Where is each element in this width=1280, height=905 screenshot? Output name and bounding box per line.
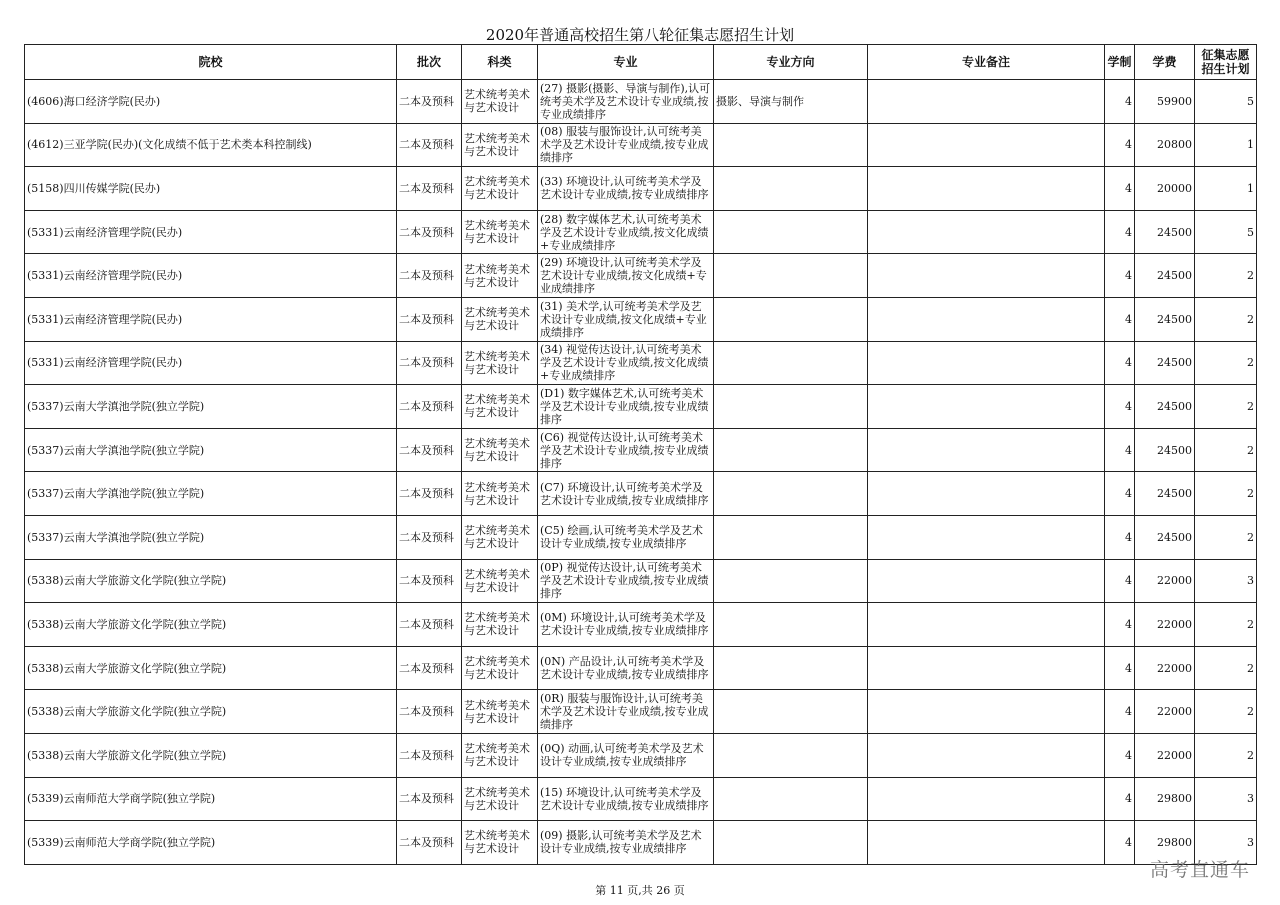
cell-direction	[714, 515, 868, 559]
cell-years: 4	[1105, 254, 1135, 298]
cell-years: 4	[1105, 821, 1135, 865]
cell-plan: 2	[1195, 297, 1257, 341]
cell-school: (5337)云南大学滇池学院(独立学院)	[25, 515, 397, 559]
cell-plan: 5	[1195, 210, 1257, 254]
cell-fee: 22000	[1135, 559, 1195, 603]
cell-school: (4606)海口经济学院(民办)	[25, 80, 397, 124]
cell-fee: 24500	[1135, 210, 1195, 254]
cell-school: (5331)云南经济管理学院(民办)	[25, 210, 397, 254]
cell-category: 艺术统考美术与艺术设计	[462, 559, 538, 603]
cell-category: 艺术统考美术与艺术设计	[462, 341, 538, 385]
cell-major: (34) 视觉传达设计,认可统考美术学及艺术设计专业成绩,按文化成绩+专业成绩排序	[538, 341, 714, 385]
header-batch: 批次	[397, 45, 462, 80]
cell-category: 艺术统考美术与艺术设计	[462, 472, 538, 516]
cell-plan: 3	[1195, 821, 1257, 865]
cell-major: (0P) 视觉传达设计,认可统考美术学及艺术设计专业成绩,按专业成绩排序	[538, 559, 714, 603]
table-row	[25, 341, 1257, 385]
cell-fee: 24500	[1135, 515, 1195, 559]
table-row	[25, 733, 1257, 777]
cell-years: 4	[1105, 515, 1135, 559]
cell-category: 艺术统考美术与艺术设计	[462, 646, 538, 690]
cell-fee: 24500	[1135, 428, 1195, 472]
cell-school: (5339)云南师范大学商学院(独立学院)	[25, 821, 397, 865]
header-fee: 学费	[1135, 45, 1195, 80]
cell-category: 艺术统考美术与艺术设计	[462, 428, 538, 472]
cell-category: 艺术统考美术与艺术设计	[462, 603, 538, 647]
page-footer: 第 11 页,共 26 页	[595, 884, 685, 897]
cell-remark	[868, 80, 1105, 124]
header-major: 专业	[538, 45, 714, 80]
cell-years: 4	[1105, 167, 1135, 211]
cell-remark	[868, 559, 1105, 603]
cell-plan: 3	[1195, 777, 1257, 821]
cell-remark	[868, 167, 1105, 211]
cell-plan: 2	[1195, 733, 1257, 777]
cell-batch: 二本及预科	[397, 167, 462, 211]
header-row	[25, 45, 1257, 80]
cell-school: (5339)云南师范大学商学院(独立学院)	[25, 777, 397, 821]
cell-category: 艺术统考美术与艺术设计	[462, 80, 538, 124]
cell-remark	[868, 341, 1105, 385]
cell-fee: 29800	[1135, 821, 1195, 865]
cell-fee: 22000	[1135, 733, 1195, 777]
cell-direction	[714, 472, 868, 516]
cell-school: (5338)云南大学旅游文化学院(独立学院)	[25, 646, 397, 690]
cell-major: (C7) 环境设计,认可统考美术学及艺术设计专业成绩,按专业成绩排序	[538, 472, 714, 516]
cell-years: 4	[1105, 472, 1135, 516]
table-row	[25, 297, 1257, 341]
cell-fee: 22000	[1135, 690, 1195, 734]
cell-fee: 20800	[1135, 123, 1195, 167]
cell-remark	[868, 254, 1105, 298]
cell-school: (5338)云南大学旅游文化学院(独立学院)	[25, 559, 397, 603]
cell-batch: 二本及预科	[397, 210, 462, 254]
cell-fee: 24500	[1135, 472, 1195, 516]
cell-batch: 二本及预科	[397, 690, 462, 734]
header-direction: 专业方向	[714, 45, 868, 80]
cell-years: 4	[1105, 297, 1135, 341]
cell-plan: 2	[1195, 646, 1257, 690]
table-row	[25, 210, 1257, 254]
table-row	[25, 385, 1257, 429]
cell-remark	[868, 515, 1105, 559]
cell-remark	[868, 428, 1105, 472]
cell-direction	[714, 254, 868, 298]
cell-years: 4	[1105, 123, 1135, 167]
table-row	[25, 80, 1257, 124]
cell-plan: 2	[1195, 603, 1257, 647]
cell-major: (27) 摄影(摄影、导演与制作),认可统考美术学及艺术设计专业成绩,按专业成绩排序	[538, 80, 714, 124]
cell-remark	[868, 472, 1105, 516]
cell-plan: 2	[1195, 472, 1257, 516]
table-body	[25, 80, 1257, 865]
cell-category: 艺术统考美术与艺术设计	[462, 123, 538, 167]
cell-direction	[714, 210, 868, 254]
cell-school: (5337)云南大学滇池学院(独立学院)	[25, 385, 397, 429]
cell-major: (31) 美术学,认可统考美术学及艺术设计专业成绩,按文化成绩+专业成绩排序	[538, 297, 714, 341]
cell-remark	[868, 297, 1105, 341]
cell-school: (5338)云南大学旅游文化学院(独立学院)	[25, 733, 397, 777]
table-header	[25, 45, 1257, 80]
cell-direction	[714, 385, 868, 429]
cell-batch: 二本及预科	[397, 428, 462, 472]
cell-category: 艺术统考美术与艺术设计	[462, 515, 538, 559]
cell-batch: 二本及预科	[397, 603, 462, 647]
cell-school: (5331)云南经济管理学院(民办)	[25, 341, 397, 385]
cell-years: 4	[1105, 210, 1135, 254]
cell-category: 艺术统考美术与艺术设计	[462, 821, 538, 865]
cell-remark	[868, 821, 1105, 865]
cell-years: 4	[1105, 559, 1135, 603]
header-plan	[1195, 45, 1257, 80]
table-row	[25, 123, 1257, 167]
cell-direction	[714, 297, 868, 341]
cell-batch: 二本及预科	[397, 472, 462, 516]
cell-batch: 二本及预科	[397, 646, 462, 690]
cell-category: 艺术统考美术与艺术设计	[462, 167, 538, 211]
cell-batch: 二本及预科	[397, 515, 462, 559]
cell-major: (0M) 环境设计,认可统考美术学及艺术设计专业成绩,按专业成绩排序	[538, 603, 714, 647]
cell-years: 4	[1105, 80, 1135, 124]
cell-category: 艺术统考美术与艺术设计	[462, 297, 538, 341]
cell-batch: 二本及预科	[397, 80, 462, 124]
cell-batch: 二本及预科	[397, 733, 462, 777]
cell-school: (5337)云南大学滇池学院(独立学院)	[25, 472, 397, 516]
cell-plan: 2	[1195, 341, 1257, 385]
cell-major: (D1) 数字媒体艺术,认可统考美术学及艺术设计专业成绩,按专业成绩排序	[538, 385, 714, 429]
table-row	[25, 559, 1257, 603]
watermark: 高考直通车	[1149, 859, 1250, 881]
cell-school: (5338)云南大学旅游文化学院(独立学院)	[25, 690, 397, 734]
cell-fee: 59900	[1135, 80, 1195, 124]
table-row	[25, 777, 1257, 821]
cell-direction	[714, 167, 868, 211]
cell-major: (C6) 视觉传达设计,认可统考美术学及艺术设计专业成绩,按专业成绩排序	[538, 428, 714, 472]
cell-major: (0N) 产品设计,认可统考美术学及艺术设计专业成绩,按专业成绩排序	[538, 646, 714, 690]
cell-major: (29) 环境设计,认可统考美术学及艺术设计专业成绩,按文化成绩+专业成绩排序	[538, 254, 714, 298]
cell-years: 4	[1105, 603, 1135, 647]
cell-fee: 24500	[1135, 341, 1195, 385]
header-remark: 专业备注	[868, 45, 1105, 80]
cell-years: 4	[1105, 428, 1135, 472]
cell-remark	[868, 385, 1105, 429]
cell-category: 艺术统考美术与艺术设计	[462, 690, 538, 734]
table-row	[25, 428, 1257, 472]
cell-plan: 3	[1195, 559, 1257, 603]
cell-plan: 2	[1195, 428, 1257, 472]
cell-major: (C5) 绘画,认可统考美术学及艺术设计专业成绩,按专业成绩排序	[538, 515, 714, 559]
cell-fee: 22000	[1135, 646, 1195, 690]
header-school: 院校	[25, 45, 397, 80]
cell-plan: 5	[1195, 80, 1257, 124]
header-years: 学制	[1105, 45, 1135, 80]
cell-direction	[714, 646, 868, 690]
header-plan-line2: 招生计划	[1201, 62, 1250, 76]
cell-years: 4	[1105, 341, 1135, 385]
cell-school: (5338)云南大学旅游文化学院(独立学院)	[25, 603, 397, 647]
cell-batch: 二本及预科	[397, 385, 462, 429]
cell-major: (15) 环境设计,认可统考美术学及艺术设计专业成绩,按专业成绩排序	[538, 777, 714, 821]
cell-category: 艺术统考美术与艺术设计	[462, 385, 538, 429]
cell-years: 4	[1105, 385, 1135, 429]
cell-plan: 2	[1195, 254, 1257, 298]
table-row	[25, 603, 1257, 647]
cell-remark	[868, 123, 1105, 167]
cell-fee: 24500	[1135, 297, 1195, 341]
cell-batch: 二本及预科	[397, 297, 462, 341]
table-row	[25, 690, 1257, 734]
cell-years: 4	[1105, 777, 1135, 821]
cell-school: (4612)三亚学院(民办)(文化成绩不低于艺术类本科控制线)	[25, 123, 397, 167]
cell-years: 4	[1105, 690, 1135, 734]
cell-direction	[714, 559, 868, 603]
table-row	[25, 646, 1257, 690]
cell-years: 4	[1105, 646, 1135, 690]
cell-remark	[868, 733, 1105, 777]
table-row	[25, 472, 1257, 516]
cell-remark	[868, 646, 1105, 690]
cell-major: (28) 数字媒体艺术,认可统考美术学及艺术设计专业成绩,按文化成绩+专业成绩排序	[538, 210, 714, 254]
cell-fee: 29800	[1135, 777, 1195, 821]
cell-plan: 1	[1195, 167, 1257, 211]
cell-remark	[868, 210, 1105, 254]
cell-category: 艺术统考美术与艺术设计	[462, 733, 538, 777]
cell-major: (0R) 服装与服饰设计,认可统考美术学及艺术设计专业成绩,按专业成绩排序	[538, 690, 714, 734]
cell-direction	[714, 821, 868, 865]
cell-school: (5337)云南大学滇池学院(独立学院)	[25, 428, 397, 472]
cell-direction	[714, 777, 868, 821]
table-row	[25, 254, 1257, 298]
table-row	[25, 167, 1257, 211]
cell-remark	[868, 690, 1105, 734]
table-row	[25, 821, 1257, 865]
cell-category: 艺术统考美术与艺术设计	[462, 254, 538, 298]
cell-plan: 2	[1195, 515, 1257, 559]
cell-school: (5331)云南经济管理学院(民办)	[25, 254, 397, 298]
cell-direction: 摄影、导演与制作	[714, 80, 868, 124]
cell-direction	[714, 733, 868, 777]
cell-direction	[714, 428, 868, 472]
admission-plan-table	[24, 44, 1257, 865]
cell-school: (5158)四川传媒学院(民办)	[25, 167, 397, 211]
cell-batch: 二本及预科	[397, 254, 462, 298]
cell-direction	[714, 690, 868, 734]
cell-direction	[714, 123, 868, 167]
cell-plan: 1	[1195, 123, 1257, 167]
cell-fee: 20000	[1135, 167, 1195, 211]
cell-plan: 2	[1195, 385, 1257, 429]
cell-batch: 二本及预科	[397, 341, 462, 385]
cell-school: (5331)云南经济管理学院(民办)	[25, 297, 397, 341]
cell-major: (0Q) 动画,认可统考美术学及艺术设计专业成绩,按专业成绩排序	[538, 733, 714, 777]
header-category: 科类	[462, 45, 538, 80]
page-title: 2020年普通高校招生第八轮征集志愿招生计划	[485, 26, 795, 44]
cell-fee: 24500	[1135, 385, 1195, 429]
cell-fee: 24500	[1135, 254, 1195, 298]
cell-direction	[714, 603, 868, 647]
cell-direction	[714, 341, 868, 385]
cell-batch: 二本及预科	[397, 123, 462, 167]
cell-fee: 22000	[1135, 603, 1195, 647]
cell-category: 艺术统考美术与艺术设计	[462, 210, 538, 254]
cell-batch: 二本及预科	[397, 777, 462, 821]
cell-remark	[868, 777, 1105, 821]
cell-category: 艺术统考美术与艺术设计	[462, 777, 538, 821]
cell-batch: 二本及预科	[397, 559, 462, 603]
cell-batch: 二本及预科	[397, 821, 462, 865]
cell-major: (08) 服装与服饰设计,认可统考美术学及艺术设计专业成绩,按专业成绩排序	[538, 123, 714, 167]
table-row	[25, 515, 1257, 559]
cell-remark	[868, 603, 1105, 647]
cell-major: (33) 环境设计,认可统考美术学及艺术设计专业成绩,按专业成绩排序	[538, 167, 714, 211]
cell-years: 4	[1105, 733, 1135, 777]
header-plan-line1: 征集志愿	[1201, 48, 1250, 62]
cell-plan: 2	[1195, 690, 1257, 734]
cell-major: (09) 摄影,认可统考美术学及艺术设计专业成绩,按专业成绩排序	[538, 821, 714, 865]
